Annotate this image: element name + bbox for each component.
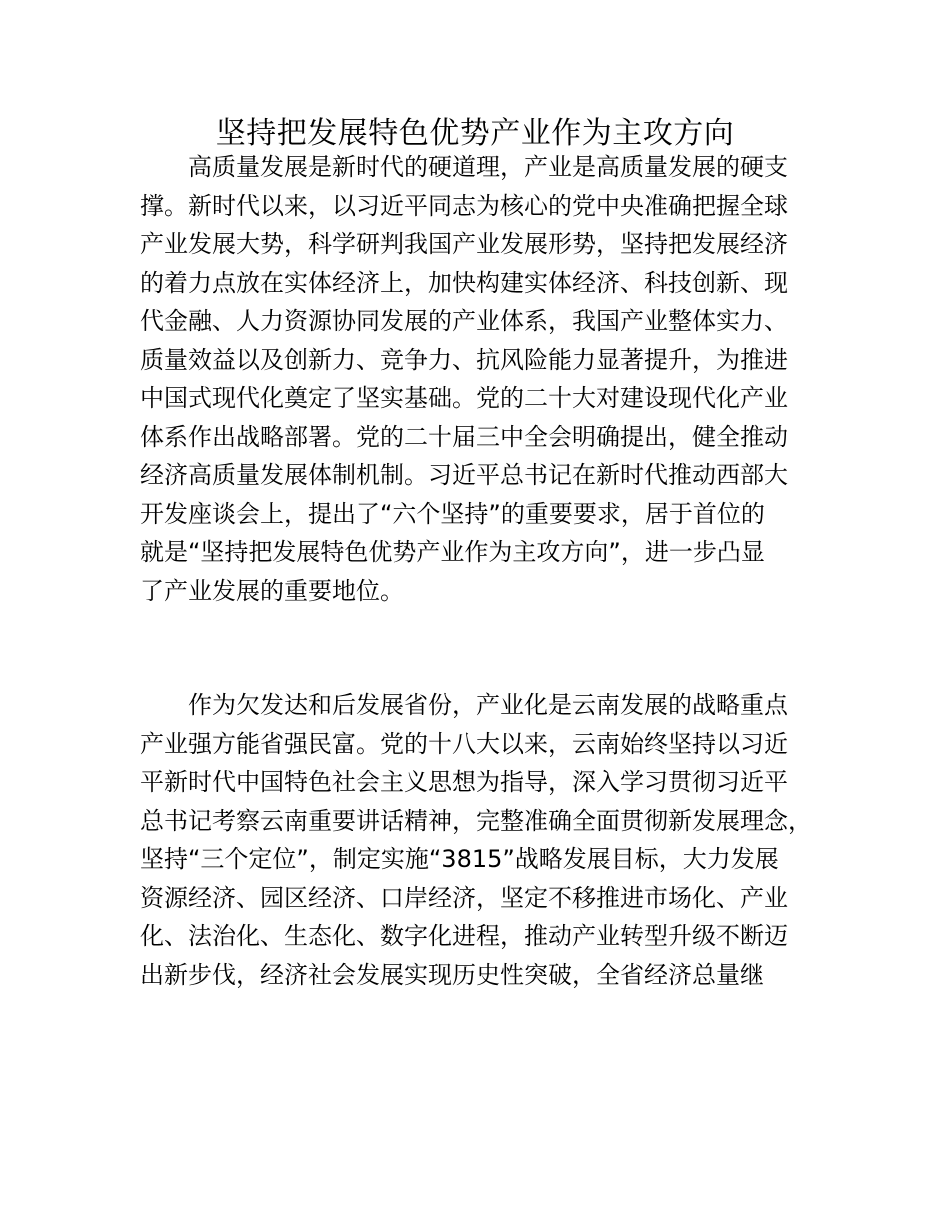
text-line: 开发座谈会上，提出了“六个坚持”的重要要求，居于首位的 <box>140 499 765 528</box>
text-line: 化、法治化、生态化、数字化进程，推动产业转型升级不断迈 <box>140 922 788 950</box>
text-line: 代金融、人力资源协同发展的产业体系，我国产业整体实力、 <box>140 307 788 335</box>
text-line: 质量效益以及创新力、竞争力、抗风险能力显著提升，为推进 <box>140 345 788 374</box>
paragraph-2 <box>140 686 820 994</box>
text-line: 作为欠发达和后发展省份，产业化是云南发展的战略重点 <box>140 691 788 719</box>
document-title: 坚持把发展特色优势产业作为主攻方向 <box>215 116 735 151</box>
text-line: 撑。新时代以来，以习近平同志为核心的党中央准确把握全球 <box>140 191 788 220</box>
text-line: 的着力点放在实体经济上，加快构建实体经济、科技创新、现 <box>140 268 788 297</box>
text-line: 就是“坚持把发展特色优势产业作为主攻方向”，进一步凸显 <box>140 538 765 566</box>
text-line: 了产业发展的重要地位。 <box>140 576 404 605</box>
paragraph-1 <box>140 148 820 610</box>
text-line: 体系作出战略部署。党的二十届三中全会明确提出，健全推动 <box>140 422 788 451</box>
text-line: 产业发展大势，科学研判我国产业发展形势，坚持把发展经济 <box>140 230 788 258</box>
text-line: 坚持“三个定位”，制定实施“3815”战略发展目标，大力发展 <box>140 845 779 873</box>
text-line: 中国式现代化奠定了坚实基础。党的二十大对建设现代化产业 <box>140 384 788 412</box>
text-line: 经济高质量发展体制机制。习近平总书记在新时代推动西部大 <box>140 461 788 489</box>
text-line: 高质量发展是新时代的硬道理，产业是高质量发展的硬支 <box>140 153 788 181</box>
text-line: 总书记考察云南重要讲话精神，完整准确全面贯彻新发展理念， <box>140 806 812 835</box>
text-line: 平新时代中国特色社会主义思想为指导，深入学习贯彻习近平 <box>140 768 788 796</box>
text-line: 产业强方能省强民富。党的十八大以来，云南始终坚持以习近 <box>140 729 788 758</box>
text-line: 资源经济、园区经济、口岸经济，坚定不移推进市场化、产业 <box>140 883 788 912</box>
text-line: 出新步伐，经济社会发展实现历史性突破，全省经济总量继 <box>140 960 764 989</box>
